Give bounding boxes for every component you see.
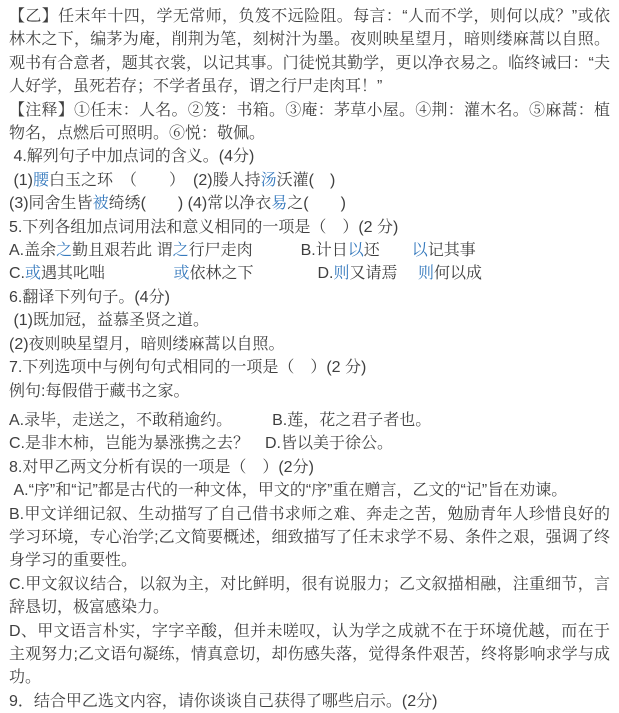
marked-word: 以 [411, 242, 428, 260]
text-segment: 遇其叱咄 [41, 265, 174, 283]
marked-word: 或 [25, 265, 42, 283]
text-segment: 何以成 [433, 265, 482, 283]
question-8-option-d: D、甲文语言朴实，字字辛酸，但并未嗟叹，认为学之成就不在于环境优越，而在于主观努力;乙文语句凝练，情真意切，却伤感失落，觉得条件艰苦，终将影响求学与成功。 [9, 622, 610, 687]
question-5-options-ab [9, 239, 610, 262]
question-8-option-b: B.甲文详细记叙、生动描写了自己借书求师之难、奔走之苦，勉励青年人珍惜良好的学习环境，专心治学;乙文简要概述，细致描写了任末求学不易、条件之艰，强调了终身学习的重要性。 [9, 505, 610, 570]
passage-b-notes: 【注释】①任末：人名。②笈：书箱。③庵：茅草小屋。④荆：灌木名。⑤麻蒿：植物名，点燃后可照明。⑥悦：敬佩。 [9, 101, 610, 143]
marked-word: 易 [271, 195, 288, 213]
text-segment: 之( ) [287, 195, 346, 213]
question-8-title: 8.对甲乙两文分析有误的一项是（ ）(2分) [9, 458, 314, 476]
marked-word: 之 [56, 242, 73, 260]
marked-word: 腰 [33, 171, 50, 189]
text-segment: 沃灌( ) [276, 171, 336, 189]
text-segment: 又请焉 [349, 265, 418, 283]
question-7-options-ab: A.录毕，走送之，不敢稍逾约。 B.莲，花之君子者也。 [9, 411, 432, 429]
marked-word: 则 [333, 265, 350, 283]
marked-word: 以 [347, 242, 364, 260]
marked-word: 或 [173, 265, 190, 283]
marked-word: 之 [172, 242, 189, 260]
text-segment: (3)同舍生皆 [9, 195, 93, 213]
text-segment: A.盖余 [9, 242, 57, 260]
question-5-title: 5.下列各组加点词用法和意义相同的一项是（ ）(2 分) [9, 218, 399, 236]
question-4-line-1 [9, 169, 610, 192]
question-4-title: 4.解列句子中加点词的含义。(4分) [9, 148, 255, 166]
text-segment: 还 [363, 242, 412, 260]
question-6-item-1: (1)既加冠，益慕圣贤之道。 [9, 312, 210, 330]
text-segment: 绮绣( ) (4)常以净衣 [108, 195, 272, 213]
marked-word: 则 [417, 265, 434, 283]
text-segment: 白玉之环 （ ） (2)媵人持 [49, 171, 261, 189]
question-7-example: 例句:每假借于藏书之家。 [9, 382, 190, 400]
marked-word: 被 [92, 195, 109, 213]
passage-b-text: 【乙】任末年十四，学无常师，负笈不远险阻。每言：“人而不学，则何以成？”或依林木之下，编茅为庵，削荆为笔，刻树汁为墨。夜则映星望月，暗则缕麻蒿以自照。观书有合意者，题其衣裳，以记其事。门徒悦其勤学，更以净衣易之。临终诫曰：“夫人好学，虽死若存；不学者虽存，谓之行尸走肉耳！” [9, 8, 610, 96]
text-segment: 依林之下 D. [189, 265, 334, 283]
text-segment: C. [9, 265, 25, 283]
question-6-title: 6.翻译下列句子。(4分) [9, 288, 170, 306]
text-segment: 勤且艰若此 谓 [72, 242, 173, 260]
text-segment: (1) [9, 171, 34, 189]
question-7-options-cd: C.是非木柿，岂能为暴涨携之去？ D.皆以美于徐公。 [9, 435, 394, 453]
text-segment: 行尸走肉 B.计日 [188, 242, 348, 260]
marked-word: 汤 [260, 171, 277, 189]
question-7-title: 7.下列选项中与例句句式相同的一项是（ ）(2 分) [9, 359, 367, 377]
question-8-option-c: C.甲文叙议结合，以叙为主，对比鲜明，很有说服力；乙文叙描相融，注重细节，言辞恳切，极富感染力。 [9, 575, 610, 617]
text-segment: 记其事 [427, 242, 476, 260]
question-9-title: 9．结合甲乙选文内容，请你谈谈自己获得了哪些启示。(2分) [9, 692, 438, 710]
question-6-item-2: (2)夜则映星望月，暗则缕麻蒿以自照。 [9, 335, 285, 353]
question-4-line-2 [9, 192, 610, 215]
question-5-options-cd [9, 262, 610, 285]
question-8-option-a: A.“序”和“记”都是古代的一种文体，甲文的“序”重在赠言，乙文的“记”旨在劝谏。 [9, 482, 568, 500]
